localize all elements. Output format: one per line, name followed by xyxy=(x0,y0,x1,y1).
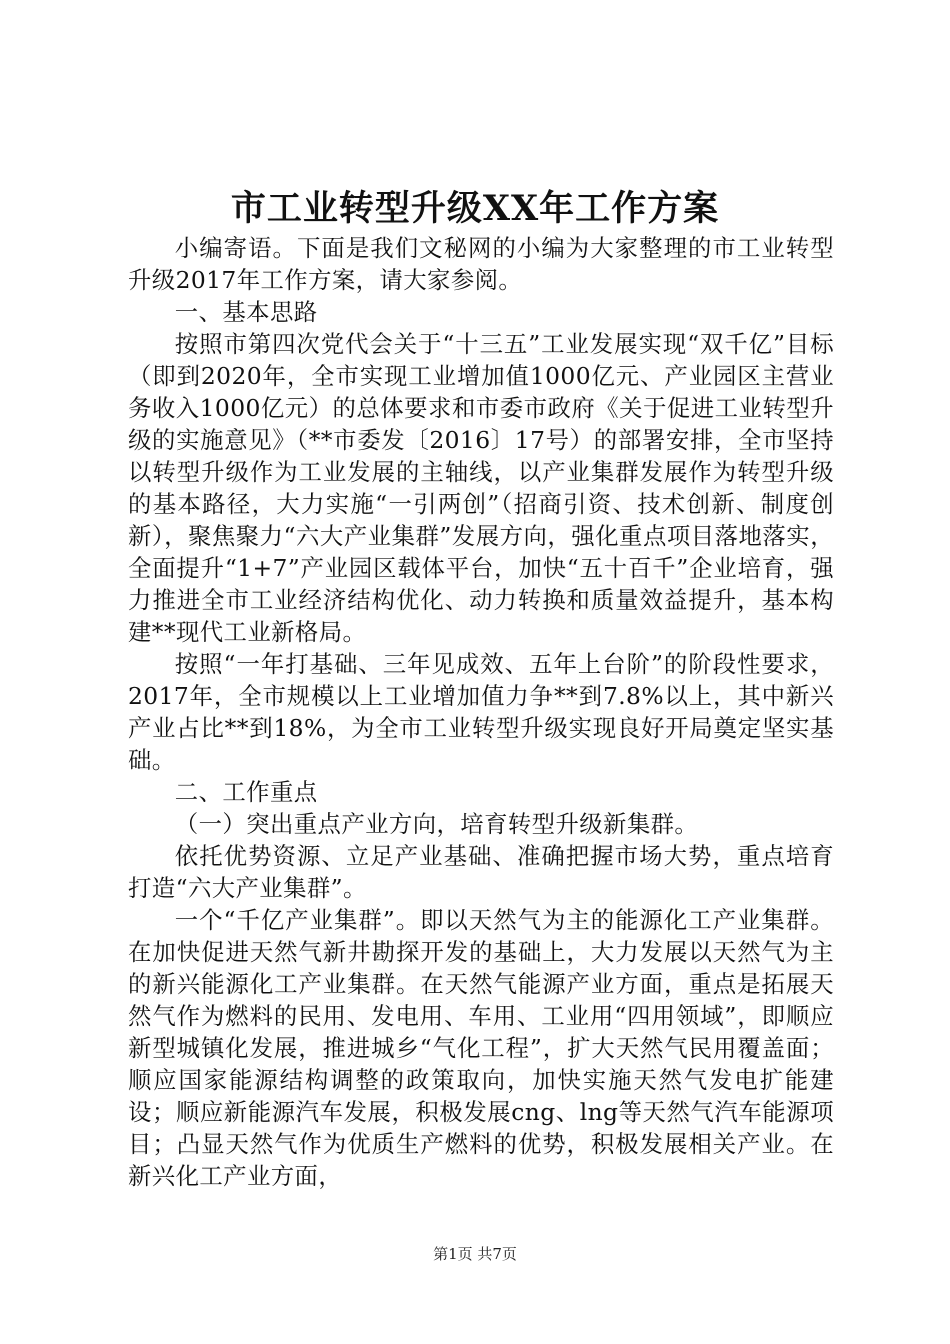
body-paragraph: 按照市第四次党代会关于“十三五”工业发展实现“双千亿”目标（即到2020年，全市实现工业增加值1000亿元、产业园区主营业务收入1000亿元）的总体要求和市委市政府《关于促进工业转型升级的实施意见》（**市委发〔2016〕17号）的部署安排，全市坚持以转型升级作为工业发展的主轴线，以产业集群发展作为转型升级的基本路径，大力实施“一引两创”（招商引资、技术创新、制度创新），聚焦聚力“六大产业集群”发展方向，强化重点项目落地落实，全面提升“1+7”产业园区载体平台，加快“五十百千”企业培育，强力推进全市工业经济结构优化、动力转换和质量效益提升，基本构建**现代工业新格局。 xyxy=(128,330,834,646)
section-heading-basic-ideas: 一、基本思路 xyxy=(174,298,318,326)
section-heading-work-focus: 二、工作重点 xyxy=(174,778,318,806)
intro-paragraph: 小编寄语。下面是我们文秘网的小编为大家整理的市工业转型升级2017年工作方案，请大家参阅。 xyxy=(128,234,834,294)
document-title: 市工业转型升级XX年工作方案 xyxy=(230,188,720,229)
subsection-heading: （一）突出重点产业方向，培育转型升级新集群。 xyxy=(174,810,699,838)
body-paragraph: 一个“千亿产业集群”。即以天然气为主的能源化工产业集群。在加快促进天然气新井勘探开发的基础上，大力发展以天然气为主的新兴能源化工产业集群。在天然气能源产业方面，重点是拓展天然气作为燃料的民用、发电用、车用、工业用“四用领域”，即顺应新型城镇化发展，推进城乡“气化工程”，扩大天然气民用覆盖面；顺应国家能源结构调整的政策取向，加快实施天然气发电扩能建设；顺应新能源汽车发展，积极发展cng、lng等天然气汽车能源项目；凸显天然气作为优质生产燃料的优势，积极发展相关产业。在新兴化工产业方面， xyxy=(128,906,834,1190)
document-body xyxy=(128,232,834,1192)
body-paragraph: 按照“一年打基础、三年见成效、五年上台阶”的阶段性要求，2017年，全市规模以上工业增加值力争**到7.8%以上，其中新兴产业占比**到18%，为全市工业转型升级实现良好开局奠定坚实基础。 xyxy=(128,650,834,774)
body-paragraph: 依托优势资源、立足产业基础、准确把握市场大势，重点培育打造“六大产业集群”。 xyxy=(128,842,834,902)
page-number-footer: 第1页 共7页 xyxy=(433,1245,517,1263)
